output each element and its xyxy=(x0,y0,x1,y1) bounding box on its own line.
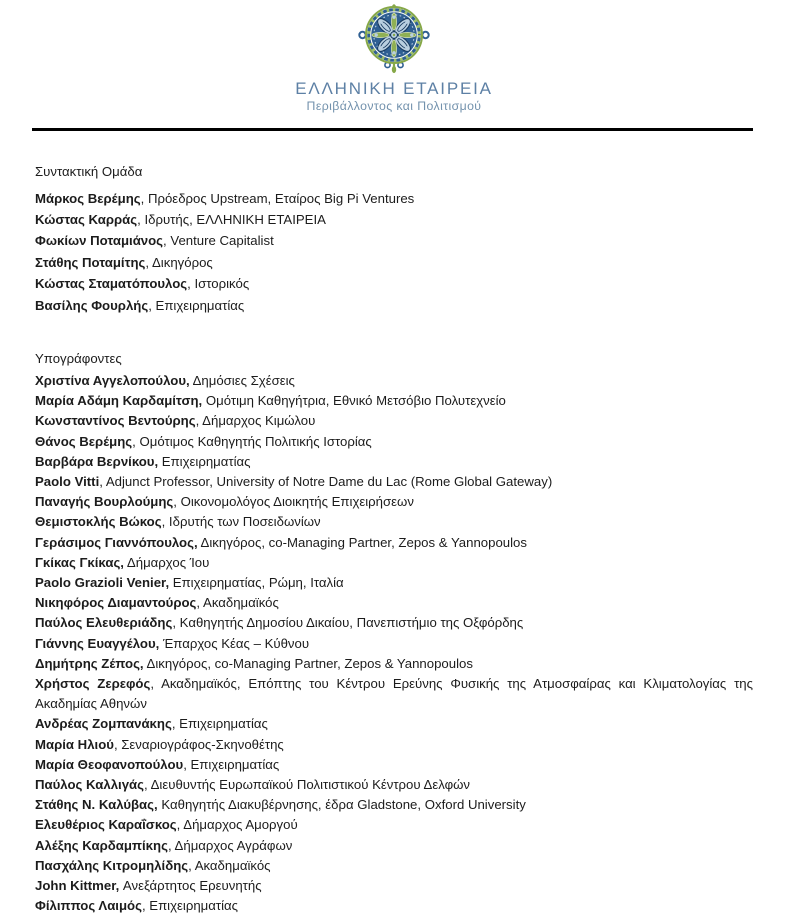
person-role: Ομότιμη Καθηγήτρια, Εθνικό Μετσόβιο Πολυτεχνείο xyxy=(202,393,506,409)
person-role: , Ιστορικός xyxy=(187,276,250,292)
list-item xyxy=(35,896,753,916)
signatories-heading: Υπογράφοντες xyxy=(35,350,122,366)
person-name: Paolo Grazioli Venier, xyxy=(35,574,170,590)
list-item xyxy=(35,533,753,553)
person-name: Χρήστος Ζερεφός xyxy=(35,675,151,691)
person-role: Ανεξάρτητος Ερευνητής xyxy=(119,878,262,894)
person-role: , Επιχειρηματίας xyxy=(183,756,280,772)
person-name: Φίλιππος Λαιμός xyxy=(35,898,142,914)
person-name: Βασίλης Φουρλής xyxy=(35,297,149,313)
person-name: Νικηφόρος Διαμαντούρος xyxy=(35,595,197,611)
person-role: , Ιδρυτής, ΕΛΛΗΝΙΚΗ ΕΤΑΙΡΕΙΑ xyxy=(137,211,326,227)
list-item xyxy=(35,411,753,431)
organization-subtitle: Περιβάλλοντος και Πολιτισμού xyxy=(306,99,482,113)
person-name: Μαρία Θεοφανοπούλου xyxy=(35,756,184,772)
list-item xyxy=(35,252,753,273)
person-name: Θάνος Βερέμης xyxy=(35,433,133,449)
person-name: Παναγής Βουρλούμης xyxy=(35,494,174,510)
horizontal-divider xyxy=(32,128,753,131)
list-item xyxy=(35,371,753,391)
person-name: Γιάννης Ευαγγέλου, xyxy=(35,635,160,651)
person-role: , Ιδρυτής των Ποσειδωνίων xyxy=(161,514,321,530)
person-name: Στάθης Ποταμίτης xyxy=(35,254,146,270)
person-role: , Δικηγόρος xyxy=(145,254,213,270)
list-item xyxy=(35,273,753,294)
person-role: , Επιχειρηματίας xyxy=(141,898,239,914)
person-role: , Πρόεδρος Upstream, Εταίρος Big Pi Ventures xyxy=(140,190,415,206)
person-name: Κώστας Σταματόπουλος xyxy=(35,276,188,292)
editorial-team-list xyxy=(35,188,753,316)
person-name: Κώστας Καρράς xyxy=(35,211,138,227)
person-name: Παύλος Καλλιγάς xyxy=(35,777,145,792)
list-item xyxy=(35,553,753,573)
person-role: , Ομότιμος Καθηγητής Πολιτικής Ιστορίας xyxy=(132,433,372,449)
list-item xyxy=(35,674,753,714)
list-item xyxy=(35,634,753,654)
person-role: Δικηγόρος, co-Managing Partner, Zepos & Yannopoulos xyxy=(143,655,473,671)
person-role: Δημόσιες Σχέσεις xyxy=(189,372,295,388)
list-item xyxy=(35,815,753,835)
list-item xyxy=(35,856,753,876)
person-role: Δήμαρχος Ίου xyxy=(123,554,210,570)
person-role: , Σεναριογράφος-Σκηνοθέτης xyxy=(113,736,284,752)
list-item xyxy=(35,391,753,411)
person-role: , Δήμαρχος Κιμώλου xyxy=(195,413,316,429)
list-item xyxy=(35,230,753,251)
person-role: , Καθηγητής Δημοσίου Δικαίου, Πανεπιστήμιο της Οξφόρδης xyxy=(172,615,524,631)
person-name: Αλέξης Καρδαμπίκης xyxy=(35,837,168,853)
person-name: Paolo Vitti xyxy=(35,473,100,489)
person-role: Καθηγητής Διακυβέρνησης, έδρα Gladstone, Oxford University xyxy=(157,797,526,813)
list-item xyxy=(35,573,753,593)
person-role: Επιχειρηματίας xyxy=(158,453,251,469)
person-name: Στάθης Ν. Καλύβας, xyxy=(35,797,158,813)
list-item xyxy=(35,714,753,734)
list-item xyxy=(35,593,753,613)
person-role: , Επιχειρηματίας xyxy=(148,297,245,313)
list-item xyxy=(35,836,753,856)
list-item xyxy=(35,755,753,775)
person-role: Επιχειρηματίας, Ρώμη, Ιταλία xyxy=(169,574,344,590)
person-name: Μαρία Ηλιού xyxy=(35,736,114,752)
person-name: Κωνσταντίνος Βεντούρης xyxy=(35,413,196,429)
list-item xyxy=(35,876,753,896)
person-name: Γεράσιμος Γιαννόπουλος, xyxy=(35,534,198,550)
person-role: , Διευθυντής Ευρωπαϊκού Πολιτιστικού Κέντρου Δελφών xyxy=(144,777,471,792)
list-item xyxy=(35,613,753,633)
list-item xyxy=(35,209,753,230)
person-name: Χριστίνα Αγγελοπούλου, xyxy=(35,372,190,388)
list-item xyxy=(35,512,753,532)
person-role: Έπαρχος Κέας – Κύθνου xyxy=(159,635,310,651)
list-item xyxy=(35,775,753,795)
list-item xyxy=(35,295,753,316)
list-item xyxy=(35,188,753,209)
person-name: Γκίκας Γκίκας, xyxy=(35,554,124,570)
organization-logo xyxy=(35,4,753,113)
person-role: , Ακαδημαϊκός xyxy=(188,857,271,873)
list-item xyxy=(35,654,753,674)
person-name: Παύλος Ελευθεριάδης xyxy=(35,615,173,631)
organization-name: ΕΛΛΗΝΙΚΗ ΕΤΑΙΡΕΙΑ xyxy=(295,79,493,98)
person-role: , Ακαδημαϊκός, Επόπτης του Κέντρου Ερεύνης Φυσικής της Ατμοσφαίρας και Κλιματολογίας της Ακαδημίας Αθηνών xyxy=(35,675,753,712)
person-name: Βαρβάρα Βερνίκου, xyxy=(35,453,159,469)
person-role: , Adjunct Professor, University of Notre Dame du Lac (Rome Global Gateway) xyxy=(99,473,553,489)
person-role: Δικηγόρος, co-Managing Partner, Zepos & Yannopoulos xyxy=(197,534,527,550)
list-item xyxy=(35,735,753,755)
person-role: , Δήμαρχος Αμοργού xyxy=(176,817,298,833)
person-name: Φωκίων Ποταμιάνος xyxy=(35,233,164,249)
person-role: , Δήμαρχος Αγράφων xyxy=(167,837,293,853)
person-role: , Οικονομολόγος Διοικητής Επιχειρήσεων xyxy=(173,494,414,510)
person-name: Μαρία Αδάμη Καρδαμίτση, xyxy=(35,393,203,409)
person-name: Μάρκος Βερέμης xyxy=(35,190,141,206)
rosette-emblem-icon xyxy=(348,4,440,74)
person-name: Πασχάλης Κιτρομηλίδης xyxy=(35,857,189,873)
person-name: Δημήτρης Ζέπος, xyxy=(35,655,144,671)
person-name: Ελευθέριος Καραΐσκος xyxy=(35,817,177,833)
list-item xyxy=(35,472,753,492)
person-role: , Venture Capitalist xyxy=(163,233,274,249)
person-name: Θεμιστοκλής Βώκος xyxy=(35,514,162,530)
list-item xyxy=(35,492,753,512)
editorial-team-heading: Συντακτική Ομάδα xyxy=(35,163,143,179)
list-item xyxy=(35,795,753,815)
list-item xyxy=(35,452,753,472)
person-role: , Ακαδημαϊκός xyxy=(196,595,279,611)
person-name: Ανδρέας Ζομπανάκης xyxy=(35,716,172,732)
person-name: John Kittmer, xyxy=(35,878,120,894)
signatories-list xyxy=(35,371,753,916)
list-item xyxy=(35,432,753,452)
person-role: , Επιχειρηματίας xyxy=(171,716,268,732)
